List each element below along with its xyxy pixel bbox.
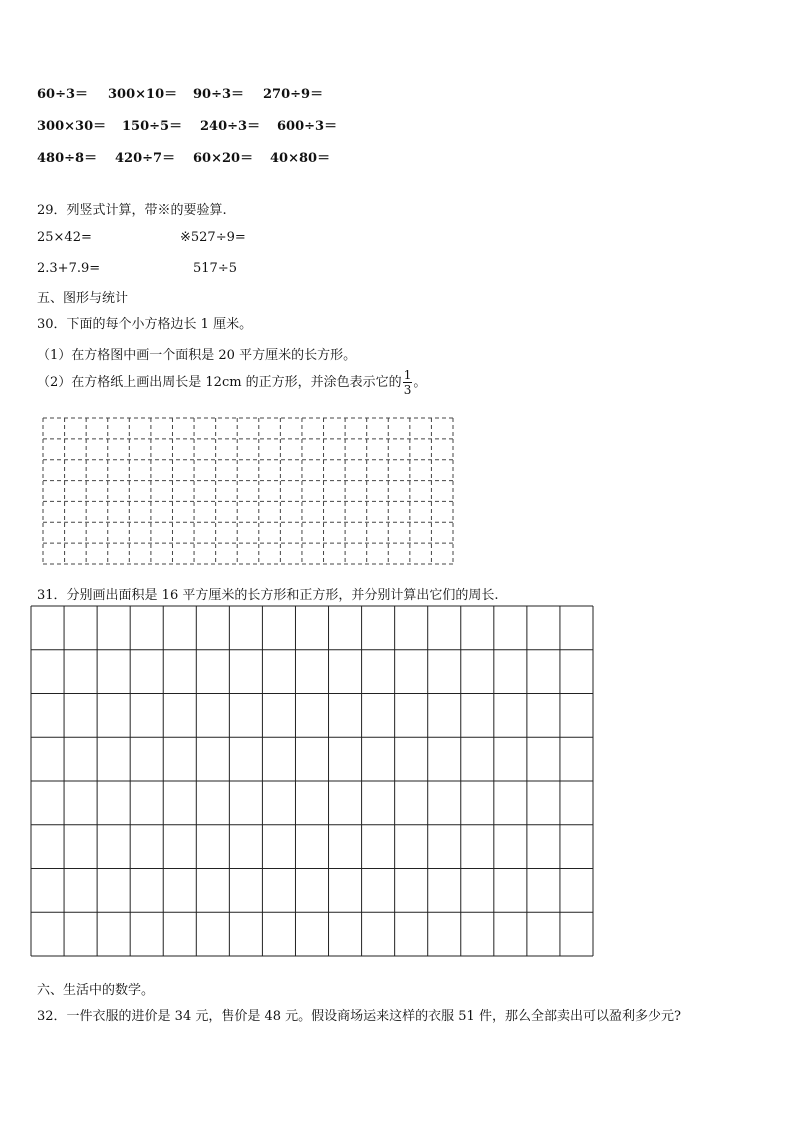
q29-item: 25×42= bbox=[37, 230, 92, 245]
q30-title: 30．下面的每个小方格边长 1 厘米。 bbox=[37, 317, 253, 332]
calc-item: 40×80＝ bbox=[270, 151, 331, 166]
calc-item: 480÷8＝ bbox=[37, 151, 98, 166]
section-heading: 五、图形与统计 bbox=[37, 291, 129, 306]
q29-item: 517÷5 bbox=[193, 261, 237, 276]
q29-item: ※527÷9= bbox=[180, 230, 246, 245]
q30-part2-end: 。 bbox=[413, 375, 427, 390]
calc-item: 270÷9＝ bbox=[263, 87, 324, 102]
q32-title: 32．一件衣服的进价是 34 元，售价是 48 元。假设商场运来这样的衣服 51 件，那么全部卖出可以盈利多少元? bbox=[37, 1009, 681, 1024]
q29-title: 29．列竖式计算，带※的要验算. bbox=[37, 203, 227, 218]
square-grid bbox=[30, 605, 594, 957]
q30-part1: （1）在方格图中画一个面积是 20 平方厘米的长方形。 bbox=[37, 348, 357, 363]
calc-item: 60×20＝ bbox=[193, 151, 254, 166]
calc-item: 60÷3＝ bbox=[37, 87, 89, 102]
calc-item: 150÷5＝ bbox=[122, 119, 183, 134]
calc-item: 90÷3＝ bbox=[193, 87, 245, 102]
q29-item: 2.3+7.9= bbox=[37, 261, 101, 276]
fraction-numerator: 1 bbox=[403, 368, 412, 382]
q30-part2 bbox=[37, 369, 426, 396]
fraction-denominator: 3 bbox=[403, 383, 412, 397]
calc-item: 300×10＝ bbox=[108, 87, 178, 102]
calc-item: 240÷3＝ bbox=[200, 119, 261, 134]
calc-item: 600÷3＝ bbox=[277, 119, 338, 134]
dashed-square-grid bbox=[42, 417, 454, 565]
calc-item: 420÷7＝ bbox=[115, 151, 176, 166]
q31-title: 31．分别画出面积是 16 平方厘米的长方形和正方形，并分别计算出它们的周长. bbox=[37, 588, 499, 603]
fraction bbox=[403, 369, 413, 396]
q30-part2-text: （2）在方格纸上画出周长是 12cm 的正方形，并涂色表示它的 bbox=[37, 375, 402, 390]
section-heading: 六、生活中的数学。 bbox=[37, 983, 155, 998]
calc-item: 300×30＝ bbox=[37, 119, 107, 134]
